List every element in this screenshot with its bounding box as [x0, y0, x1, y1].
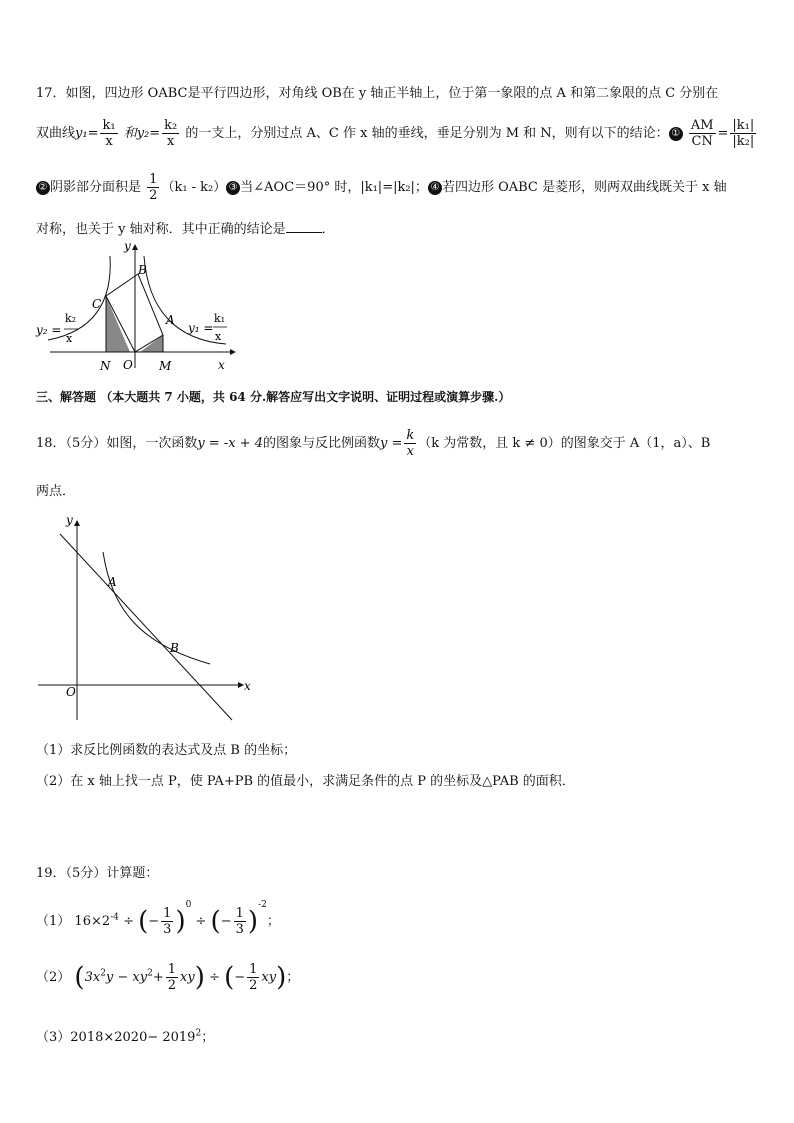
q19-p3-label: （3） [36, 1030, 71, 1045]
answer-blank[interactable] [286, 232, 322, 233]
circle-1-icon: ① [669, 127, 683, 141]
q17-line3 [36, 172, 727, 203]
q19-p1-frac1 [161, 906, 173, 937]
q18-func2-y: y = [380, 436, 403, 451]
shaded-left [106, 296, 130, 352]
fig17-right-y: y₁ = [188, 321, 214, 335]
q17-line4-text: 对称，也关于 y 轴对称．其中正确的结论是 [36, 222, 286, 237]
q19-title: 19．（5分）计算题： [36, 866, 159, 881]
q18-line1-a: 18．（5分）如图，一次函数 [36, 436, 198, 451]
q18-func1: y = -x + 4 [197, 436, 263, 451]
fig17-left-x: x [66, 332, 73, 345]
x-axis-arrow [230, 349, 236, 355]
q17-frac-am-cn [689, 118, 716, 149]
q18-x: x [406, 444, 414, 459]
paren-close-3: ) [194, 962, 205, 993]
fig18-x: x [244, 679, 251, 693]
fig17-x: x [218, 358, 225, 372]
circle-3-icon: ③ [226, 181, 240, 195]
fig18-A: A [108, 575, 117, 589]
q19-p2-f: xy [261, 970, 277, 985]
q19-p1-exp0: 0 [185, 900, 192, 910]
q19-p3-expr: 2018×2020− 2019 [70, 1030, 196, 1045]
q19-p1-minus1: − [148, 914, 160, 929]
q17-line2-post: 的一支上，分别过点 A、C 作 x 轴的垂线，垂足分别为 M 和 N，则有以下的结论： [185, 126, 669, 141]
q18-part2: （2）在 x 轴上找一点 P，使 PA+PB 的值最小，求满足条件的点 P 的坐标及△PAB 的面积． [36, 774, 575, 789]
q17-half-den: 2 [149, 188, 158, 203]
section3-heading [36, 388, 510, 405]
q19-p1-frac2 [234, 906, 246, 937]
paren-close-2: ) [247, 906, 259, 937]
q17-frac-k1 [100, 118, 117, 149]
q18-part1: （1）求反比例函数的表达式及点 B 的坐标； [36, 743, 297, 758]
q19-frac1-num: 1 [163, 906, 172, 921]
q19-p1-exp: -4 [110, 912, 119, 923]
q17-abs-k1: |k₁| [732, 118, 755, 133]
q19-p2-frac2 [247, 962, 259, 993]
q19-p2-div: ÷ [209, 970, 220, 985]
fig17-M: M [159, 359, 172, 373]
q17-am: AM [690, 118, 714, 133]
q19-p2-end: ； [286, 970, 300, 985]
q19-p2-minus: − [234, 970, 246, 985]
q17-y1: y₁= [75, 126, 99, 141]
q19-p2-f1-num: 1 [167, 962, 177, 977]
q17-line2 [36, 118, 758, 149]
q19-p2-label: （2） [36, 970, 71, 985]
fig18-O: O [66, 685, 76, 699]
q17-line4 [36, 218, 335, 237]
q18-line2: 两点． [36, 484, 76, 499]
paren-close: ) [175, 906, 186, 937]
section3-desc: （本大题共 7 小题，共 64 分.解答应写出文字说明、证明过程或演算步骤.） [100, 390, 511, 404]
q19-p2-f2-den: 2 [249, 978, 258, 993]
q19-p1-label: （1） [36, 914, 71, 929]
q17-line2-pre: 双曲线 [36, 126, 76, 141]
q19-frac2-den: 3 [235, 922, 244, 937]
q19-p2-sq2: 2 [147, 968, 153, 979]
fig17-left-y: y₂ = [36, 323, 62, 337]
q19-part1 [36, 900, 280, 937]
fig17-A: A [166, 313, 175, 327]
q17-figure [30, 236, 270, 376]
q17-cn: CN [691, 134, 713, 149]
fig17-right-x: x [215, 330, 222, 343]
q19-part2 [36, 962, 299, 993]
q19-p2-b: y − xy [105, 970, 148, 985]
q19-frac1-den: 3 [163, 922, 172, 937]
q19-p2-sq: 2 [100, 968, 106, 979]
circle-4-icon: ④ [428, 181, 442, 195]
q18-figure [30, 510, 260, 725]
q17-abs-k2: |k₂| [732, 134, 755, 149]
q19-p1-minus2: − [220, 914, 232, 929]
q19-p3-end: ； [201, 1030, 215, 1045]
q19-part3 [36, 1026, 214, 1045]
q17-line1: 17．如图，四边形 OABC是平行四边形，对角线 OB在 y 轴正半轴上，位于第一象限的点 A 和第二象限的点 C 分别在 [36, 86, 719, 101]
paren-open-3: ( [74, 962, 85, 993]
fig17-y: y [124, 239, 131, 253]
q17-line3-c: 当∠AOC＝90° 时，|k₁|=|k₂|； [240, 180, 428, 195]
fig17-left-k: k₂ [65, 312, 77, 325]
q18-line1 [36, 428, 710, 459]
q19-p1-div1: ÷ [123, 914, 134, 929]
q17-frac-k1-den: x [105, 134, 113, 149]
q17-frac-k2-den: x [167, 134, 175, 149]
y-axis-arrow [74, 520, 80, 526]
circle-2-icon: ② [36, 181, 50, 195]
q19-p2-f1-den: 2 [167, 978, 177, 993]
q19-p2-plus: + [152, 970, 164, 985]
hyperbola [103, 552, 210, 664]
q17-frac-half [147, 172, 159, 203]
q19-p2-a: 3x [84, 970, 101, 985]
line-y-neg-x-plus-4 [60, 534, 232, 720]
fig17-right-k: k₁ [214, 312, 226, 325]
q19-p1-div2: ÷ [195, 914, 207, 929]
fig17-C: C [92, 297, 102, 311]
paren-open-4: ( [224, 962, 235, 993]
q18-line1-c: （k 为常数，且 k ≠ 0）的图象交于 A（1，a）、B [418, 436, 711, 451]
q18-frac-k [404, 428, 416, 459]
q17-frac-k2 [162, 118, 179, 149]
q19-p1-end: ； [266, 914, 280, 929]
q19-p2-frac1 [166, 962, 178, 993]
q19-p2-d: xy [180, 970, 195, 985]
q17-line3-a: 阴影部分面积是 [50, 180, 142, 195]
q19-frac2-num: 1 [235, 906, 244, 921]
q19-p1-a: 16×2 [74, 914, 111, 929]
fig17-B: B [138, 263, 147, 277]
hyperbola-right [144, 256, 226, 344]
q18-k: k [406, 428, 415, 443]
q19-p2-f2-num: 1 [249, 962, 258, 977]
q17-and-y2: 和y₂= [123, 126, 161, 141]
fig17-O: O [123, 358, 133, 372]
q19-p3-sq: 2 [195, 1028, 202, 1039]
fig18-B: B [170, 641, 179, 655]
q17-line4-end: ． [321, 222, 335, 237]
q17-line3-d: 若四边形 OABC 是菱形，则两双曲线既关于 x 轴 [441, 180, 727, 195]
q17-line3-b: （k₁ - k₂） [161, 180, 227, 195]
paren-open: ( [138, 906, 149, 937]
q17-frac-k1-num: k₁ [102, 118, 116, 133]
paren-open-2: ( [210, 906, 221, 937]
q17-half-num: 1 [149, 172, 158, 187]
q17-eq: = [717, 126, 729, 141]
q19-p1-expm2: -2 [258, 900, 267, 910]
q18-line1-b: 的图象与反比例函数 [262, 436, 380, 451]
y-axis-arrow [132, 244, 138, 250]
q17-frac-absk [730, 118, 756, 149]
fig18-y: y [66, 513, 73, 527]
section3-title: 三、解答题 [36, 390, 97, 404]
paren-close-4: ) [276, 962, 287, 993]
q17-frac-k2-num: k₂ [164, 118, 178, 133]
fig17-N: N [100, 359, 111, 373]
